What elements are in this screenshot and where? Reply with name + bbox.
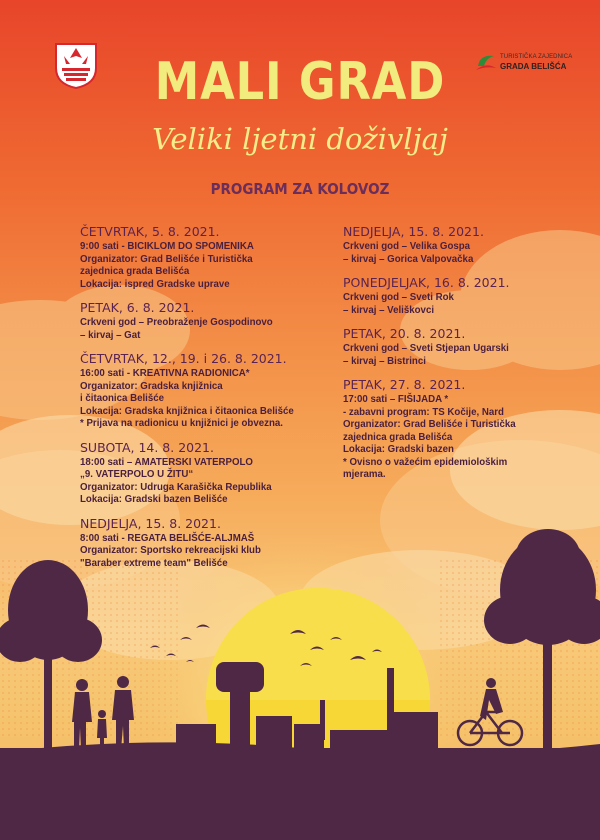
event-date: NEDJELJA, 15. 8. 2021. bbox=[80, 515, 221, 531]
event-date: PONEDJELJAK, 16. 8. 2021. bbox=[343, 275, 510, 290]
event-date: NEDJELJA, 15. 8. 2021. bbox=[343, 224, 484, 239]
tourist-board-name-line2: GRADA BELIŠĆA bbox=[500, 62, 567, 71]
event-line: Crkveni god – Sveti Stjepan Ugarski bbox=[343, 343, 509, 354]
event bbox=[343, 377, 563, 482]
event-line: Crkveni god – Preobraženje Gospodinovo bbox=[80, 317, 273, 328]
event-line: Organizator: Grad Belišće i Turistička bbox=[343, 419, 516, 430]
event bbox=[343, 326, 563, 368]
event bbox=[343, 275, 563, 317]
event-line: – kirvaj – Veliškovci bbox=[343, 304, 435, 316]
event-date: PETAK, 6. 8. 2021. bbox=[80, 300, 195, 315]
event-line: Lokacija: ispred Gradske uprave bbox=[80, 278, 230, 290]
event bbox=[80, 300, 340, 342]
event-line: Organizator: Udruga Karašička Republika bbox=[80, 481, 272, 493]
event-date: PETAK, 27. 8. 2021. bbox=[343, 377, 466, 392]
event-line: Crkveni god – Sveti Rok bbox=[343, 292, 454, 303]
page-title: MALI GRAD bbox=[154, 52, 446, 112]
events-right-column bbox=[343, 224, 563, 491]
event-date: PETAK, 20. 8. 2021. bbox=[343, 326, 466, 341]
event-line: 9:00 sati - BICIKLOM DO SPOMENIKA bbox=[80, 241, 254, 252]
event-line: Organizator: Gradska knjižnica bbox=[80, 380, 223, 392]
event bbox=[80, 351, 340, 431]
event bbox=[80, 224, 340, 291]
page-subtitle: Veliki ljetni doživljaj bbox=[152, 122, 448, 156]
event-line: – kirvaj – Gorica Valpovačka bbox=[343, 253, 474, 265]
event-line: i čitaonica Belišće bbox=[80, 393, 164, 404]
event bbox=[80, 440, 340, 507]
tourist-board-name-line1: TURISTIČKA ZAJEDNICA bbox=[500, 54, 573, 60]
event-line: Organizator: Grad Belišće i Turistička bbox=[80, 253, 253, 265]
event-line: - zabavni program: TS Kočije, Nard bbox=[343, 406, 504, 418]
event-line: 17:00 sati – FIŠIJADA * bbox=[343, 394, 449, 405]
event-line: 8:00 sati - REGATA BELIŠĆE-ALJMAŠ bbox=[80, 532, 255, 544]
event-date: ČETVRTAK, 5. 8. 2021. bbox=[80, 224, 220, 239]
event bbox=[80, 516, 340, 571]
event-line: – kirvaj – Gat bbox=[80, 329, 141, 341]
event-line: zajednica grada Belišća bbox=[80, 266, 190, 277]
program-heading: PROGRAM ZA KOLOVOZ bbox=[210, 180, 390, 198]
event-line: – kirvaj – Bistrinci bbox=[343, 355, 426, 367]
event-date: SUBOTA, 14. 8. 2021. bbox=[80, 439, 214, 455]
event-line: 18:00 sati – AMATERSKI VATERPOLO bbox=[80, 456, 253, 468]
events-left-column bbox=[80, 224, 340, 579]
event-line: "Baraber extreme team" Belišće bbox=[80, 557, 228, 569]
event-line: mjerama. bbox=[343, 469, 386, 480]
event-line: Lokacija: Gradski bazen Belišće bbox=[80, 494, 228, 505]
event-line: Organizator: Sportsko rekreacijski klub bbox=[80, 545, 261, 556]
event-line: Crkveni god – Velika Gospa bbox=[343, 241, 471, 252]
event-line: zajednica grada Belišća bbox=[343, 431, 453, 443]
event-line: Lokacija: Gradski bazen bbox=[343, 444, 454, 455]
event-line: * Ovisno o važećim epidemiološkim bbox=[343, 456, 508, 468]
event-line: * Prijava na radionicu u knjižnici je obvezna. bbox=[80, 418, 283, 429]
event-line: Lokacija: Gradska knjižnica i čitaonica Belišće bbox=[80, 405, 294, 417]
event bbox=[343, 224, 563, 266]
event-line: „9. VATERPOLO U ŽITU“ bbox=[80, 469, 194, 480]
event-line: 16:00 sati - KREATIVNA RADIONICA* bbox=[80, 368, 250, 379]
event-date: ČETVRTAK, 12., 19. i 26. 8. 2021. bbox=[80, 351, 287, 366]
